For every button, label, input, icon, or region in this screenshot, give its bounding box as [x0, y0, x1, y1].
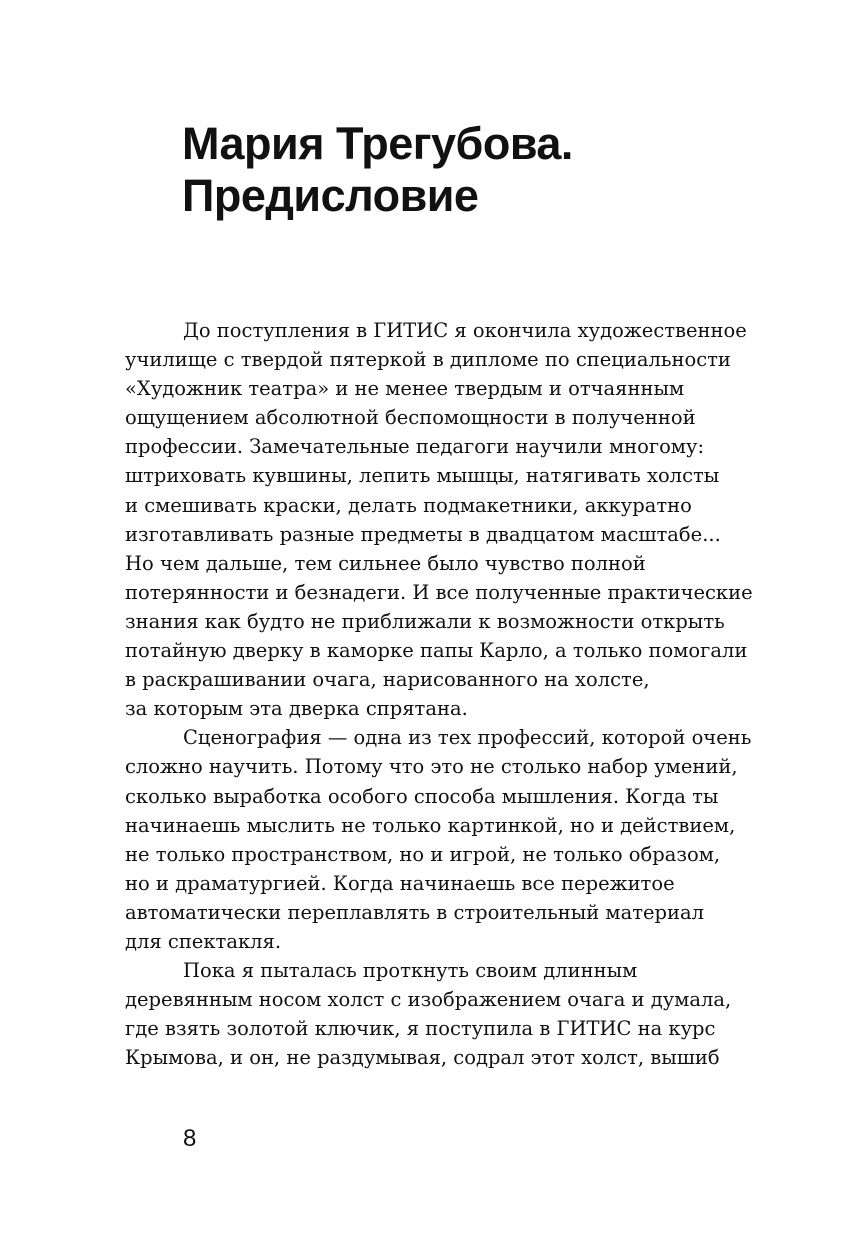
text-line: где взять золотой ключик, я поступила в ГИТИС на курс	[125, 1017, 716, 1041]
text-line: сложно научить. Потому что это не столько набор умений,	[125, 755, 738, 779]
text-line: штриховать кувшины, лепить мышцы, натягивать холсты	[125, 464, 720, 488]
text-line: сколько выработка особого способа мышления. Когда ты	[125, 784, 719, 808]
text-line: за которым эта дверка спрятана.	[125, 697, 468, 721]
chapter-title-line: Мария Трегубова.	[182, 118, 573, 169]
body-text	[125, 316, 775, 1072]
text-line: Но чем дальше, тем сильнее было чувство полной	[125, 551, 646, 575]
text-line: и смешивать краски, делать подмакетники, аккуратно	[125, 493, 692, 517]
text-line: Сценография — одна из тех профессий, которой очень	[183, 726, 752, 750]
text-line: «Художник театра» и не менее твердым и отчаянным	[125, 377, 685, 401]
text-line: ощущением абсолютной беспомощности в полученной	[125, 406, 696, 430]
text-line: потерянности и безнадеги. И все полученные практические	[125, 580, 753, 604]
text-line: Пока я пыталась проткнуть своим длинным	[183, 959, 638, 983]
text-line: автоматически переплавлять в строительный материал	[125, 900, 705, 924]
chapter-title-line: Предисловие	[182, 170, 479, 221]
text-line: До поступления в ГИТИС я окончила художественное	[183, 319, 747, 342]
text-line: Крымова, и он, не раздумывая, содрал этот холст, вышиб	[125, 1046, 720, 1070]
text-line: в раскрашивании очага, нарисованного на холсте,	[125, 668, 650, 692]
text-line: начинаешь мыслить не только картинкой, но и действием,	[125, 813, 736, 837]
text-line: для спектакля.	[125, 929, 282, 953]
page-number: 8	[183, 1125, 197, 1152]
text-line: профессии. Замечательные педагоги научили многому:	[125, 435, 705, 459]
text-line: деревянным носом холст с изображением очага и думала,	[125, 988, 732, 1012]
chapter-title	[182, 118, 573, 222]
text-line: знания как будто не приближали к возможности открыть	[125, 609, 725, 633]
text-line: потайную дверку в каморке папы Карло, а только помогали	[125, 639, 748, 663]
text-line: изготавливать разные предметы в двадцатом масштабе...	[125, 522, 721, 546]
text-line: не только пространством, но и игрой, не только образом,	[125, 842, 721, 866]
text-line: училище с твердой пятеркой в дипломе по специальности	[125, 348, 731, 372]
text-line: но и драматургией. Когда начинаешь все пережитое	[125, 871, 675, 895]
